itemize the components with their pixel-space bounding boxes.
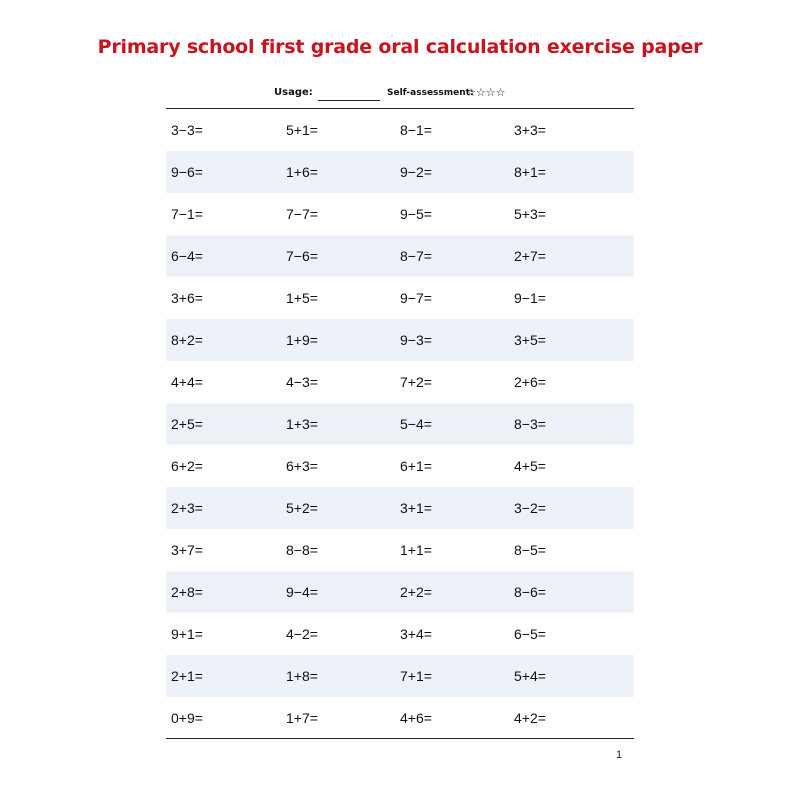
problem-item: 9−2= [400, 164, 432, 180]
problem-item: 1+9= [286, 332, 318, 348]
problem-item: 3+6= [171, 290, 203, 306]
problem-item: 4+4= [171, 374, 203, 390]
problem-row [166, 613, 634, 655]
problem-row [166, 319, 634, 361]
problem-row [166, 193, 634, 235]
problem-item: 3+1= [400, 500, 432, 516]
bottom-divider [166, 738, 634, 739]
problem-item: 3+3= [514, 122, 546, 138]
problem-item: 6+1= [400, 458, 432, 474]
problem-item: 9−7= [400, 290, 432, 306]
problem-item: 1+8= [286, 668, 318, 684]
worksheet-header [166, 86, 634, 102]
self-assessment-label: Self-assessment: [387, 88, 474, 98]
problem-item: 5−4= [400, 416, 432, 432]
problem-item: 3+5= [514, 332, 546, 348]
problem-item: 8+2= [171, 332, 203, 348]
problem-row [166, 571, 634, 613]
problem-item: 5+1= [286, 122, 318, 138]
problem-item: 1+7= [286, 710, 318, 726]
problem-row [166, 109, 634, 151]
problem-item: 7−1= [171, 206, 203, 222]
problem-item: 6−5= [514, 626, 546, 642]
rating-stars-icon: ☆☆☆☆ [466, 86, 506, 99]
problem-item: 9−1= [514, 290, 546, 306]
problem-item: 8−5= [514, 542, 546, 558]
problem-row [166, 403, 634, 445]
usage-blank-line [318, 100, 380, 101]
page-title: Primary school first grade oral calculation exercise paper [97, 36, 703, 58]
problem-item: 8−6= [514, 584, 546, 600]
problem-row [166, 151, 634, 193]
usage-label: Usage: [274, 87, 313, 98]
problem-item: 4+6= [400, 710, 432, 726]
problem-item: 1+6= [286, 164, 318, 180]
problem-item: 9−4= [286, 584, 318, 600]
problem-item: 7−6= [286, 248, 318, 264]
problem-item: 6−4= [171, 248, 203, 264]
page-number: 1 [616, 749, 623, 761]
problem-row [166, 445, 634, 487]
problem-item: 4−3= [286, 374, 318, 390]
problem-item: 9−5= [400, 206, 432, 222]
problem-row [166, 361, 634, 403]
problem-item: 3−3= [171, 122, 203, 138]
problem-item: 2+8= [171, 584, 203, 600]
problem-item: 8+1= [514, 164, 546, 180]
problem-item: 9−6= [171, 164, 203, 180]
problem-item: 3+4= [400, 626, 432, 642]
problem-item: 5+4= [514, 668, 546, 684]
problem-item: 2+3= [171, 500, 203, 516]
problem-item: 8−1= [400, 122, 432, 138]
problem-item: 9−3= [400, 332, 432, 348]
problem-item: 7−7= [286, 206, 318, 222]
problem-item: 6+3= [286, 458, 318, 474]
problem-item: 1+3= [286, 416, 318, 432]
problem-item: 6+2= [171, 458, 203, 474]
problem-item: 9+1= [171, 626, 203, 642]
problem-item: 1+1= [400, 542, 432, 558]
problem-grid [166, 109, 634, 739]
problem-item: 8−8= [286, 542, 318, 558]
problem-row [166, 529, 634, 571]
problem-item: 2+6= [514, 374, 546, 390]
problem-item: 8−3= [514, 416, 546, 432]
problem-item: 1+5= [286, 290, 318, 306]
problem-item: 2+1= [171, 668, 203, 684]
problem-item: 3+7= [171, 542, 203, 558]
problem-item: 2+5= [171, 416, 203, 432]
problem-item: 7+2= [400, 374, 432, 390]
problem-item: 5+2= [286, 500, 318, 516]
problem-row [166, 655, 634, 697]
problem-item: 2+7= [514, 248, 546, 264]
problem-item: 8−7= [400, 248, 432, 264]
problem-item: 4+2= [514, 710, 546, 726]
problem-row [166, 697, 634, 739]
problem-item: 3−2= [514, 500, 546, 516]
problem-item: 4−2= [286, 626, 318, 642]
problem-item: 0+9= [171, 710, 203, 726]
problem-item: 4+5= [514, 458, 546, 474]
problem-row [166, 487, 634, 529]
problem-row [166, 277, 634, 319]
problem-item: 2+2= [400, 584, 432, 600]
problem-item: 7+1= [400, 668, 432, 684]
problem-row [166, 235, 634, 277]
problem-item: 5+3= [514, 206, 546, 222]
